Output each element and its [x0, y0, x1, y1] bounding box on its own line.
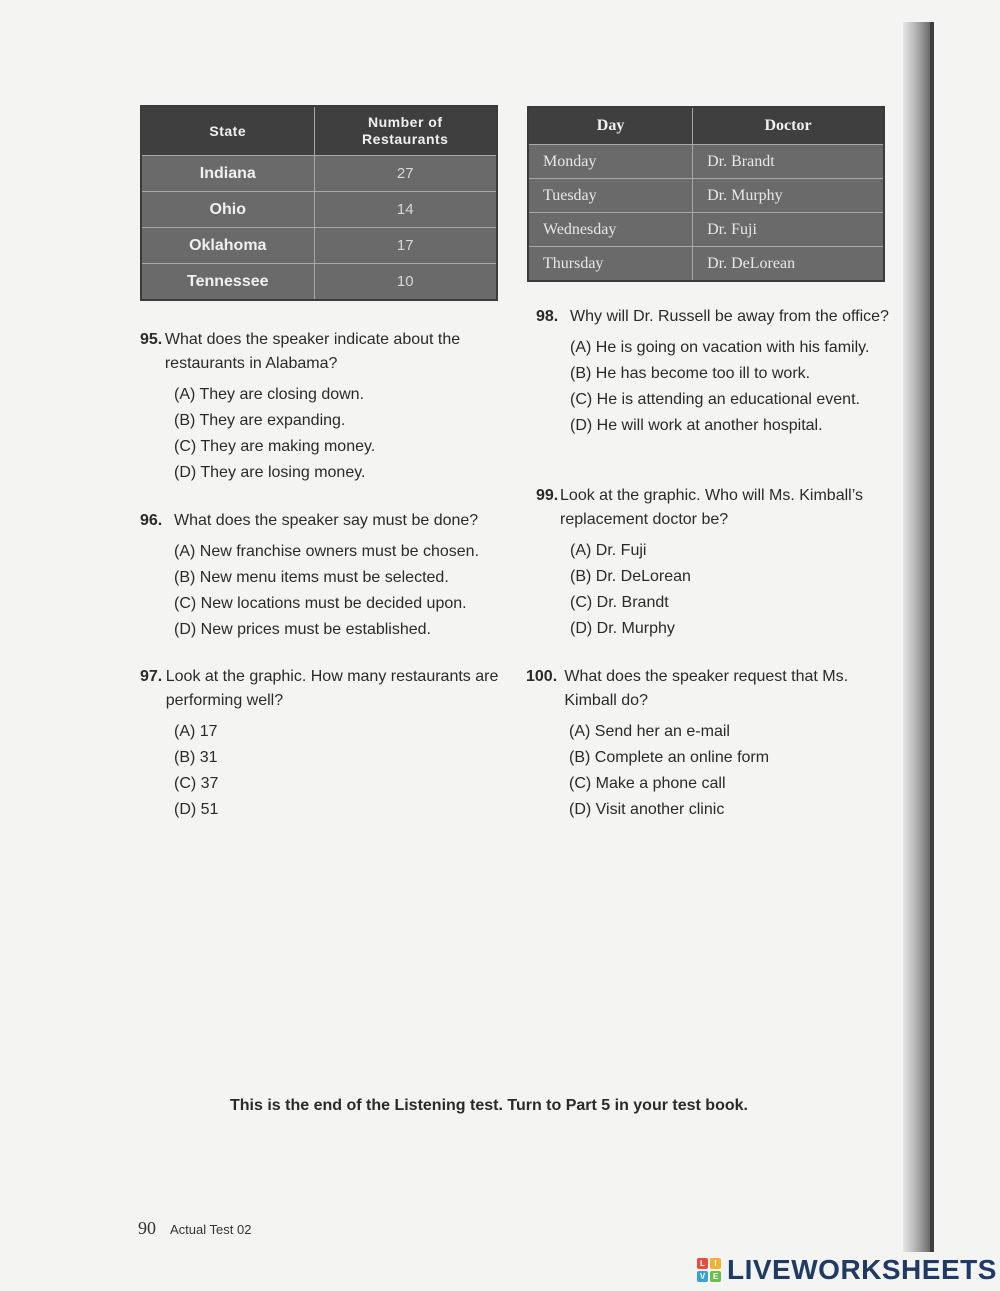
answer-option[interactable]: (D) He will work at another hospital. [570, 417, 823, 434]
answer-option[interactable]: (C) Dr. Brandt [570, 594, 669, 611]
answer-option[interactable]: (C) Make a phone call [569, 775, 726, 792]
question-96 [140, 509, 510, 643]
day-cell: Monday [528, 145, 693, 179]
question-text: What does the speaker say must be done? [174, 512, 479, 529]
question-99 [536, 484, 896, 642]
count-cell: 14 [314, 192, 497, 228]
state-cell: Tennessee [141, 264, 314, 301]
table-row [528, 145, 884, 179]
count-cell: 17 [314, 228, 497, 264]
answer-option[interactable]: (B) Complete an online form [569, 749, 770, 766]
question-100 [526, 665, 896, 823]
page-binding-edge [930, 22, 934, 1252]
day-cell: Thursday [528, 247, 693, 282]
question-number: 100. [526, 668, 558, 685]
doctor-header: Doctor [693, 107, 884, 145]
state-cell: Indiana [141, 156, 314, 192]
question-number: 99. [536, 487, 559, 504]
answer-option[interactable]: (D) Visit another clinic [569, 801, 725, 818]
table-header-row [141, 106, 497, 156]
question-text: Look at the graphic. How many restaurants are performing well? [165, 668, 499, 709]
answer-option[interactable]: (A) New franchise owners must be chosen. [174, 543, 480, 560]
liveworksheets-brand [697, 1254, 997, 1286]
count-cell: 10 [314, 264, 497, 301]
answer-option[interactable]: (A) He is going on vacation with his family. [570, 339, 870, 356]
question-text: Why will Dr. Russell be away from the office? [570, 308, 889, 325]
day-cell: Wednesday [528, 213, 693, 247]
day-header: Day [528, 107, 693, 145]
answer-option[interactable]: (C) New locations must be decided upon. [174, 595, 467, 612]
answer-option[interactable]: (B) Dr. DeLorean [570, 568, 691, 585]
logo-letter: I [710, 1258, 721, 1269]
answer-option[interactable]: (A) 17 [174, 723, 218, 740]
question-number: 95. [140, 331, 163, 348]
table-header-row [528, 107, 884, 145]
logo-letter: V [697, 1271, 708, 1282]
doctor-table [527, 106, 885, 282]
question-text: Look at the graphic. Who will Ms. Kimball’s replacement doctor be? [560, 487, 863, 528]
question-number: 98. [536, 308, 559, 325]
page-binding-shadow [903, 22, 933, 1252]
options-list [140, 382, 510, 486]
day-cell: Tuesday [528, 179, 693, 213]
question-97 [140, 665, 510, 823]
doctor-cell: Dr. DeLorean [693, 247, 884, 282]
table-row [528, 213, 884, 247]
question-text: What does the speaker indicate about the restaurants in Alabama? [164, 331, 461, 372]
answer-option[interactable]: (D) New prices must be established. [174, 621, 431, 638]
options-list [536, 335, 896, 439]
options-list [140, 719, 510, 823]
answer-option[interactable]: (A) They are closing down. [174, 386, 365, 403]
liveworksheets-logo-icon [697, 1258, 721, 1282]
answer-option[interactable]: (A) Dr. Fuji [570, 542, 647, 559]
answer-option[interactable]: (A) Send her an e-mail [569, 723, 730, 740]
options-list [140, 539, 510, 643]
answer-option[interactable]: (C) They are making money. [174, 438, 376, 455]
footer-label: Actual Test 02 [170, 1222, 252, 1237]
answer-option[interactable]: (D) Dr. Murphy [570, 620, 675, 637]
restaurant-table [140, 105, 498, 301]
state-cell: Oklahoma [141, 228, 314, 264]
options-list [536, 538, 896, 642]
logo-letter: E [710, 1271, 721, 1282]
state-header: State [141, 106, 314, 156]
table-row [141, 228, 497, 264]
answer-option[interactable]: (C) He is attending an educational event. [570, 391, 860, 408]
question-98 [536, 305, 896, 439]
restaurants-header-text: Number of Restaurants [362, 114, 449, 147]
count-cell: 27 [314, 156, 497, 192]
doctor-cell: Dr. Fuji [693, 213, 884, 247]
logo-letter: L [697, 1258, 708, 1269]
page-number: 90 [138, 1218, 156, 1238]
question-95 [140, 328, 510, 486]
liveworksheets-wordmark: LIVEWORKSHEETS [727, 1254, 997, 1285]
question-text: What does the speaker request that Ms. Kimball do? [564, 668, 849, 709]
table-row [528, 179, 884, 213]
answer-option[interactable]: (B) They are expanding. [174, 412, 346, 429]
page-footer [138, 1218, 251, 1239]
table-row [141, 156, 497, 192]
answer-option[interactable]: (B) 31 [174, 749, 218, 766]
answer-option[interactable]: (C) 37 [174, 775, 219, 792]
end-of-listening-note: This is the end of the Listening test. Turn to Part 5 in your test book. [230, 1097, 748, 1114]
answer-option[interactable]: (B) New menu items must be selected. [174, 569, 449, 586]
doctor-cell: Dr. Murphy [693, 179, 884, 213]
table-row [141, 192, 497, 228]
restaurants-header [314, 106, 497, 156]
state-cell: Ohio [141, 192, 314, 228]
table-row [141, 264, 497, 301]
question-number: 96. [140, 512, 163, 529]
question-number: 97. [140, 668, 163, 685]
answer-option[interactable]: (B) He has become too ill to work. [570, 365, 811, 382]
table-row [528, 247, 884, 282]
doctor-cell: Dr. Brandt [693, 145, 884, 179]
answer-option[interactable]: (D) They are losing money. [174, 464, 366, 481]
options-list [526, 719, 896, 823]
answer-option[interactable]: (D) 51 [174, 801, 219, 818]
